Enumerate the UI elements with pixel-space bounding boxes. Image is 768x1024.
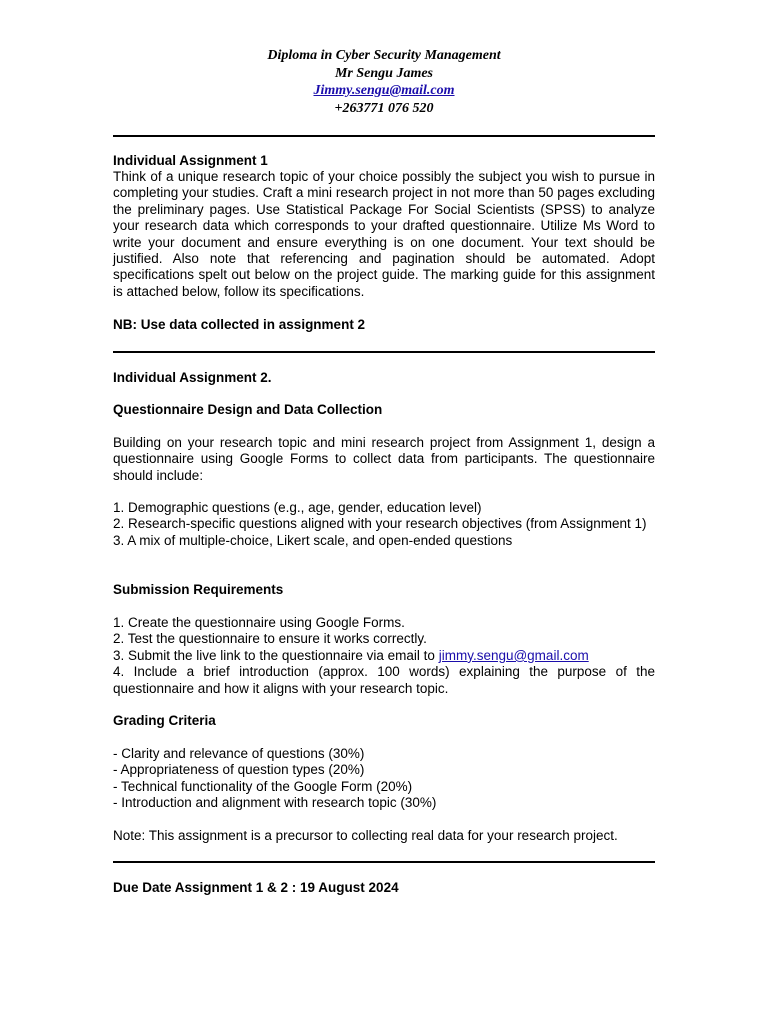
submission-heading: Submission Requirements [113, 582, 284, 597]
list-item: - Clarity and relevance of questions (30%) [113, 746, 365, 761]
lecturer-phone: +263771 076 520 [334, 100, 434, 116]
list-item: 3. A mix of multiple-choice, Likert scale, and open-ended questions [113, 532, 513, 548]
assignment2-intro: Building on your research topic and mini research project from Assignment 1, design a questionnaire using Google Forms to collect data from participants. The questionnaire should include: [113, 435, 655, 483]
assignment1-title: Individual Assignment 1 [113, 153, 268, 168]
list-item: - Technical functionality of the Google Form (20%) [113, 778, 413, 794]
lecturer-email-link[interactable]: Jimmy.sengu@mail.com [313, 83, 455, 98]
assignment1-note: NB: Use data collected in assignment 2 [113, 317, 366, 332]
assignment1-body: Think of a unique research topic of your choice possibly the subject you wish to pursue in completing your studies. Craft a mini research project in not more than 50 pages excluding the preliminary pages. Use Statistical Package For Social Scientists (SPSS) to analyze your research data which corresponds to your drafted questionnaire. Utilize Ms Word to write your document and ensure everything is on one document. Your text should be justified. Also note that referencing and pagination should be automated. Adopt specifications spelt out below on the project guide. The marking guide for this assignment is attached below, follow its specifications. [113, 169, 655, 299]
assignment2-title: Individual Assignment 2. [113, 370, 272, 385]
submission-email-link[interactable]: jimmy.sengu@gmail.com [438, 647, 589, 663]
list-item: 4. Include a brief introduction (approx. 100 words) explaining the purpose of the questionnaire and how it aligns with your research topic. [113, 664, 655, 696]
submission-text: 3. Submit the live link to the questionnaire via email to [113, 647, 435, 663]
divider-2 [113, 351, 655, 353]
list-item: 1. Demographic questions (e.g., age, gender, education level) [113, 500, 482, 515]
list-item: - Introduction and alignment with research topic (30%) [113, 795, 437, 811]
document-header [113, 47, 655, 117]
lecturer-name: Mr Sengu James [334, 65, 434, 81]
list-item: 2. Test the questionnaire to ensure it works correctly. [113, 631, 427, 647]
divider-3 [113, 861, 655, 863]
list-item: - Appropriateness of question types (20%) [113, 762, 365, 778]
grading-heading: Grading Criteria [113, 713, 216, 728]
program-title: Diploma in Cyber Security Management [267, 48, 501, 63]
due-date: Due Date Assignment 1 & 2 : 19 August 2024 [113, 880, 399, 895]
include-list [113, 500, 655, 549]
divider-1 [113, 135, 655, 137]
grading-list [113, 746, 655, 812]
list-item: 2. Research-specific questions aligned with your research objectives (from Assignment 1) [113, 516, 647, 532]
list-item: 1. Create the questionnaire using Google Forms. [113, 615, 405, 630]
assignment2-note: Note: This assignment is a precursor to collecting real data for your research project. [113, 828, 618, 843]
assignment2-subtitle: Questionnaire Design and Data Collection [113, 402, 383, 417]
submission-list [113, 615, 655, 697]
list-item [113, 648, 655, 664]
